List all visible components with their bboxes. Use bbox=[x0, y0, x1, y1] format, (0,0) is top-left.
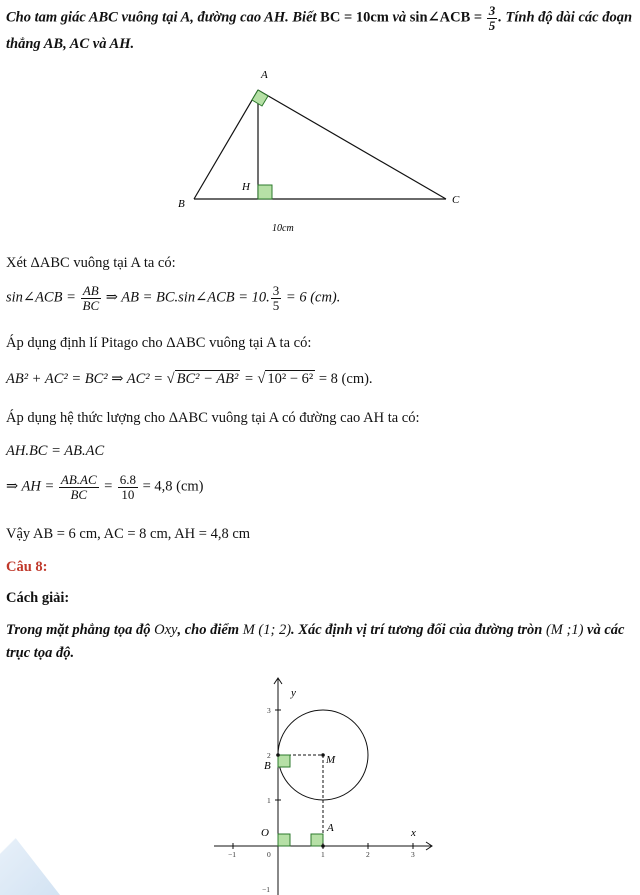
y-tick-2: 2 bbox=[267, 751, 271, 760]
point-b-dot bbox=[276, 753, 280, 757]
fraction-48-10: $\frac{6.8}{10}$ bbox=[119, 472, 136, 502]
sqrt-bc-ab: BC² − AB² bbox=[176, 371, 239, 387]
right-angle-h-mark bbox=[258, 185, 272, 199]
label-b: B bbox=[178, 198, 185, 210]
y-tick-minus1: −1 bbox=[262, 885, 270, 894]
oxy-symbol: Oxy bbox=[154, 622, 178, 638]
problem-8-heading: Câu 8: bbox=[6, 559, 48, 575]
problem-8-statement bbox=[6, 622, 634, 663]
point-m-dot bbox=[321, 753, 325, 757]
point-a-dot bbox=[321, 844, 325, 848]
solution-line-5: Áp dụng hệ thức lượng cho ΔABC vuông tại A có đường cao AH ta có: bbox=[6, 410, 420, 426]
right-angle-o-mark bbox=[278, 834, 290, 846]
point-m-label: M bbox=[326, 754, 336, 766]
axis-x-label: x bbox=[411, 827, 416, 839]
problem-7-text-b: . Tính độ dài các đoạn bbox=[498, 9, 633, 26]
solution-conclusion: Vậy AB = 6 cm, AC = 8 cm, AH = 4,8 cm bbox=[6, 526, 251, 542]
label-a: A bbox=[261, 69, 268, 81]
problem-7-and: và bbox=[392, 9, 407, 26]
right-angle-a-mark bbox=[311, 834, 323, 846]
x-tick-3: 3 bbox=[411, 850, 415, 859]
problem-8-line-2: trục tọa độ. bbox=[6, 645, 75, 662]
point-b-label: B bbox=[264, 760, 271, 772]
problem-7-text-a: Cho tam giác ABC vuông tại A, đường cao AH. Biết bbox=[6, 9, 317, 26]
solution-line-4: AB² + AC² = BC² ⇒ AC² = √ BC² − AB² = √ 10² − 6² = 8 (cm). bbox=[6, 371, 373, 387]
x-tick-0: 0 bbox=[267, 850, 271, 859]
sqrt-10-6: 10² − 6² bbox=[267, 371, 314, 387]
label-c: C bbox=[452, 194, 460, 206]
solution-line-3: Áp dụng định lí Pitago cho ΔABC vuông tại A ta có: bbox=[6, 335, 312, 351]
y-tick-1: 1 bbox=[267, 796, 271, 805]
origin-label: O bbox=[261, 827, 269, 839]
triangle-figure bbox=[0, 0, 640, 240]
fraction-abac-bc: $\frac{AB.AC}{BC}$ bbox=[60, 472, 97, 502]
given-sin-fraction: $\frac{3}{5}$ bbox=[488, 3, 496, 33]
solution-line-7: ⇒ AH = $\frac{AB.AC}{BC}$ = $\frac{6.8}{10}$ = 4,8 (cm) bbox=[6, 472, 204, 502]
given-sin-lhs: sin∠ACB = bbox=[409, 9, 483, 26]
axis-y-label: y bbox=[291, 687, 296, 699]
coordinate-figure bbox=[0, 670, 640, 895]
solution-line-1: Xét ΔABC vuông tại A ta có: bbox=[6, 255, 176, 271]
solution-line-2: sin∠ACB = $\frac{AB}{BC}$ ⇒ AB = BC.sin∠ACB = 10. $\frac{3}{5}$ = 6 (cm). bbox=[6, 283, 341, 313]
x-tick-2: 2 bbox=[366, 850, 370, 859]
solution-line-6: AH.BC = AB.AC bbox=[6, 443, 105, 459]
x-tick-1: 1 bbox=[321, 850, 325, 859]
method-label: Cách giải: bbox=[6, 590, 70, 606]
base-length-label: 10cm bbox=[272, 223, 294, 234]
problem-7-line-2: thẳng AB, AC và AH. bbox=[6, 36, 135, 53]
right-angle-a-mark bbox=[252, 90, 268, 106]
y-tick-3: 3 bbox=[267, 706, 271, 715]
circle-m-1: (M ;1) bbox=[545, 622, 584, 638]
problem-8-line-1: Trong mặt phẳng tọa độ Oxy, cho điểm M (1; 2). Xác định vị trí tương đối của đường tròn (M ;1) và các bbox=[6, 622, 625, 638]
point-m-coords: M (1; 2) bbox=[242, 622, 292, 638]
fraction-ab-bc: $\frac{AB}{BC}$ bbox=[82, 283, 100, 313]
given-bc: BC = 10cm bbox=[320, 9, 389, 26]
segment-ac bbox=[258, 90, 446, 199]
label-h: H bbox=[242, 181, 250, 193]
right-angle-b-mark bbox=[278, 755, 290, 767]
fraction-3-5: $\frac{3}{5}$ bbox=[272, 283, 280, 313]
x-tick-minus1: −1 bbox=[228, 850, 236, 859]
point-a-label: A bbox=[327, 822, 334, 834]
